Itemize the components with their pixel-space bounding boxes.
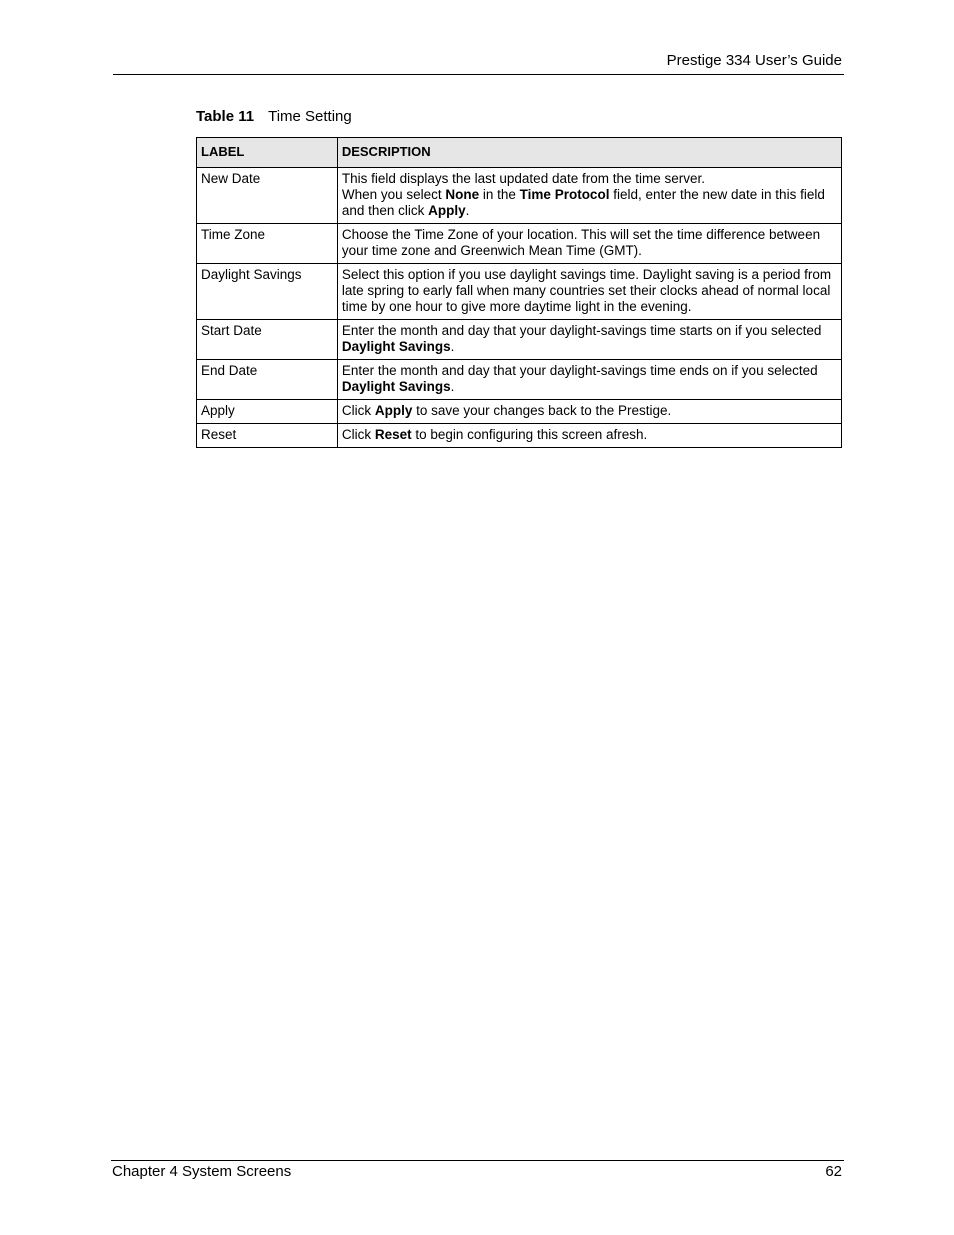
- row-label: Start Date: [197, 320, 338, 360]
- bold-term: Time Protocol: [519, 187, 610, 202]
- row-description: [337, 360, 841, 400]
- row-description: [337, 224, 841, 264]
- description-text: .: [450, 339, 455, 354]
- description-paragraph: [342, 323, 837, 355]
- table-row: [197, 224, 842, 264]
- chapter-title: Chapter 4 System Screens: [112, 1163, 292, 1180]
- guide-title: Prestige 334 User’s Guide: [666, 52, 842, 69]
- description-paragraph: [342, 227, 837, 259]
- table-number: Table 11: [196, 108, 255, 125]
- time-setting-table: [196, 137, 842, 448]
- description-text: .: [450, 379, 455, 394]
- description-text: in the: [479, 187, 520, 202]
- bold-term: Reset: [374, 427, 412, 442]
- row-label: End Date: [197, 360, 338, 400]
- row-label: Apply: [197, 400, 338, 424]
- table-row: [197, 264, 842, 320]
- bold-term: Apply: [374, 403, 413, 418]
- table-row: [197, 360, 842, 400]
- bold-term: Daylight Savings: [341, 339, 451, 354]
- row-description: [337, 320, 841, 360]
- description-text: Enter the month and day that your daylight-savings time starts on if you selected: [341, 323, 822, 338]
- table-row: [197, 168, 842, 224]
- row-description: [337, 264, 841, 320]
- table-row: [197, 424, 842, 448]
- description-text: When you select: [341, 187, 446, 202]
- description-text: Choose the Time Zone of your location. This will set the time difference between your time zone and Greenwich Mean Time (GMT).: [341, 227, 821, 258]
- row-description: [337, 168, 841, 224]
- description-column-header: DESCRIPTION: [337, 138, 841, 168]
- row-description: [337, 424, 841, 448]
- page-header: [113, 50, 844, 75]
- label-column-header: LABEL: [197, 138, 338, 168]
- table-row: [197, 400, 842, 424]
- description-paragraph: [342, 267, 837, 315]
- description-text: This field displays the last updated date from the time server.: [341, 171, 706, 186]
- description-paragraph: [342, 171, 837, 187]
- row-description: [337, 400, 841, 424]
- description-paragraph: [342, 363, 837, 395]
- description-text: .: [465, 203, 470, 218]
- bold-term: Apply: [428, 203, 466, 218]
- bold-term: None: [445, 187, 480, 202]
- table-title: Time Setting: [268, 108, 352, 125]
- description-paragraph: [342, 427, 837, 443]
- description-text: Click: [341, 427, 375, 442]
- table-body: [197, 168, 842, 448]
- description-text: Select this option if you use daylight savings time. Daylight saving is a period from late spring to early fall when many countries set their clocks ahead of normal local time by one hour to give more daytime light in the evening.: [341, 267, 832, 314]
- row-label: Time Zone: [197, 224, 338, 264]
- bold-term: Daylight Savings: [341, 379, 451, 394]
- page-number: 62: [825, 1163, 842, 1180]
- description-text: to save your changes back to the Prestige.: [412, 403, 672, 418]
- row-label: New Date: [197, 168, 338, 224]
- description-text: to begin configuring this screen afresh.: [411, 427, 648, 442]
- table-row: [197, 320, 842, 360]
- description-text: Click: [341, 403, 375, 418]
- description-paragraph: [342, 187, 837, 219]
- table-header-row: [197, 138, 842, 168]
- table-caption: [196, 108, 352, 125]
- row-label: Daylight Savings: [197, 264, 338, 320]
- description-text: field, enter the new date in this field and then click: [341, 187, 825, 218]
- description-text: Enter the month and day that your daylight-savings time ends on if you selected: [341, 363, 818, 378]
- description-paragraph: [342, 403, 837, 419]
- page-footer: [111, 1160, 844, 1185]
- row-label: Reset: [197, 424, 338, 448]
